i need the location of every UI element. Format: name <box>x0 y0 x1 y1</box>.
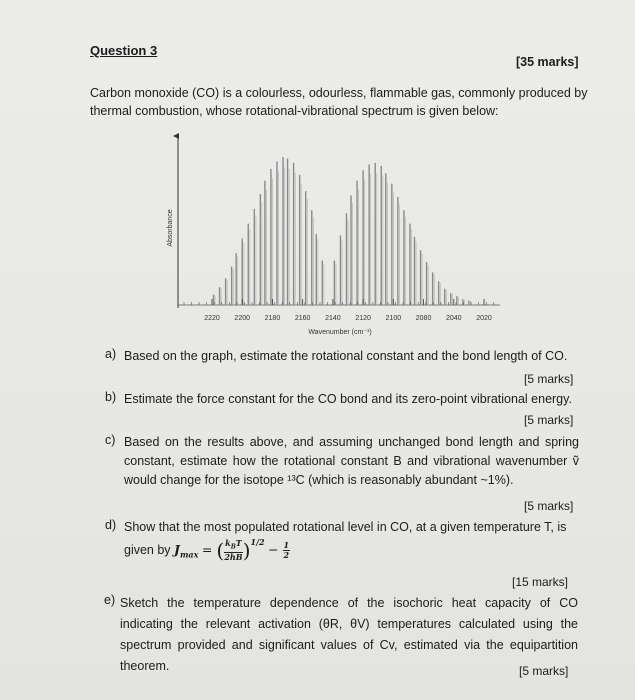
chart-tick-label: 2200 <box>234 315 251 322</box>
part-d-formula-line: given by $J_{max}$ = ( $\frac{k_BT}{2hB}$ )$^{1/2}$ − $\frac{1}{2}$ <box>124 537 290 563</box>
chart-tick-label: 2080 <box>415 315 432 322</box>
part-c-label: c) <box>105 433 116 447</box>
chart-ylabel: Absorbance <box>167 209 174 247</box>
chart-xlabel: Wavenumber (cm⁻¹) <box>308 329 372 336</box>
chart-tick-label: 2040 <box>445 315 462 322</box>
part-b-label: b) <box>105 390 117 404</box>
chart-tick-label: 2020 <box>476 315 492 322</box>
formula-jmax: $J_{max}$ <box>174 542 199 560</box>
given-by-text: given by <box>124 543 171 557</box>
chart-tick-label: 2160 <box>294 315 311 322</box>
part-c-marks: [5 marks] <box>524 499 574 513</box>
chart-tick-label: 2100 <box>385 315 402 322</box>
part-c-text: Based on the results above, and assuming unchanged bond length and spring constant, estimate how the rotational constant B and vibrational wavenumber ṽ would change for the isotope ¹³C (which is reasonably abundant ~1%). <box>124 435 579 487</box>
question-title: Question 3 <box>90 43 158 58</box>
part-d-label: d) <box>105 518 117 532</box>
question-intro: Carbon monoxide (CO) is a colourless, odourless, flammable gas, commonly produced by thermal combustion, whose rotational-vibrational spectrum is given below: <box>90 86 588 118</box>
part-e-marks: [5 marks] <box>519 664 569 678</box>
spectrum-svg <box>150 128 510 343</box>
formula-fraction-half: $\frac{1}{2}$ <box>283 540 290 561</box>
part-a-label: a) <box>105 347 117 361</box>
part-b-text: Estimate the force constant for the CO bond and its zero-point vibrational energy. <box>124 392 572 406</box>
total-marks: [35 marks] <box>516 55 579 69</box>
part-a-text: Based on the graph, estimate the rotational constant and the bond length of CO. <box>124 349 568 363</box>
formula-fraction-kt: $\frac{k_BT}{2hB}$ <box>224 538 243 562</box>
chart-tick-label: 2140 <box>325 315 341 322</box>
part-e-text: Sketch the temperature dependence of the isochoric heat capacity of CO indicating the relevant activation (θR, θV) temperatures calculated using the spectrum provided and significant values of Cv, estimated via the equipartition theorem. <box>120 596 578 673</box>
part-a-marks: [5 marks] <box>524 372 574 386</box>
part-d-text: Show that the most populated rotational level in CO, at a given temperature T, is <box>124 520 567 534</box>
spectrum-chart <box>150 128 510 343</box>
part-d-marks: [15 marks] <box>512 575 569 589</box>
chart-tick-label: 2220 <box>204 315 220 322</box>
part-e-label: e) <box>104 593 116 607</box>
chart-tick-label: 2180 <box>264 315 281 322</box>
chart-tick-label: 2120 <box>355 315 371 322</box>
part-b-marks: [5 marks] <box>524 413 574 427</box>
